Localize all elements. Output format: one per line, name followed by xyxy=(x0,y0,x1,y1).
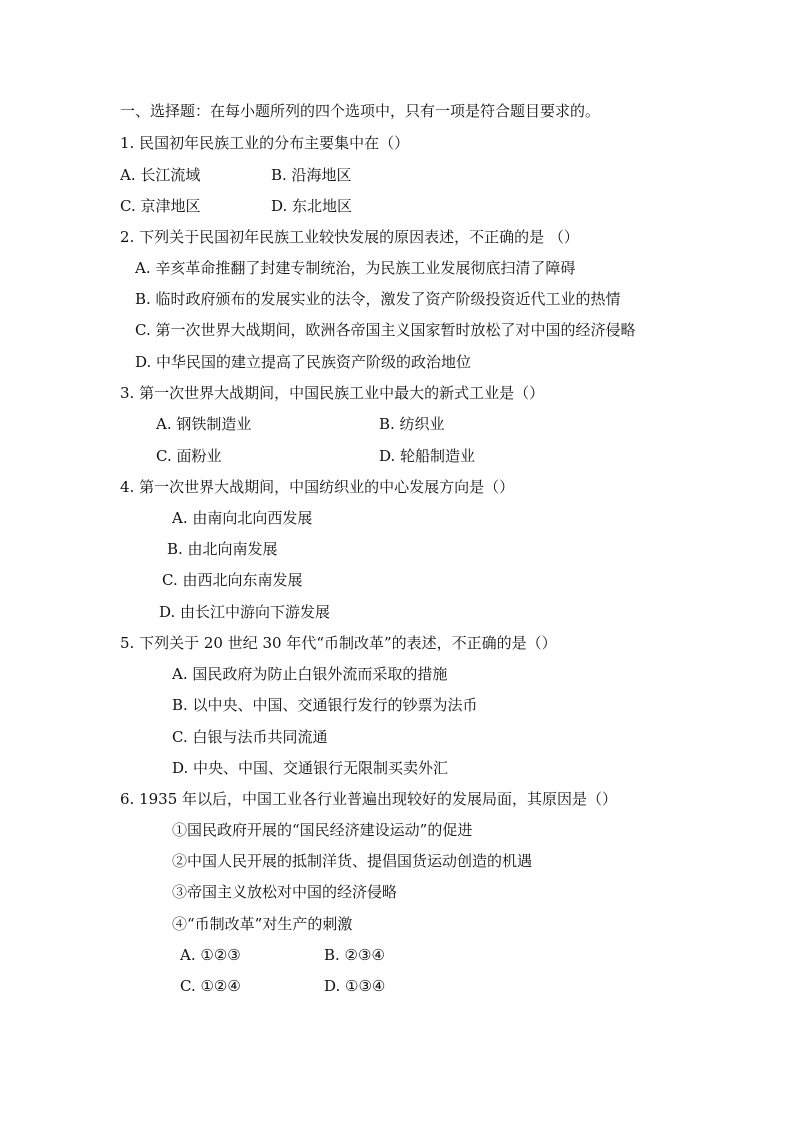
question-6-statement-3: ③帝国主义放松对中国的经济侵略 xyxy=(172,883,398,901)
question-6-option-d: D. ①③④ xyxy=(324,977,386,995)
question-1-option-b: B. 沿海地区 xyxy=(271,166,352,184)
question-6-stem: 6. 1935 年以后，中国工业各行业普遍出现较好的发展局面，其原因是（） xyxy=(120,790,618,808)
question-1-option-a: A. 长江流域 xyxy=(120,166,201,184)
question-1-option-d: D. 东北地区 xyxy=(271,197,353,215)
question-4-option-c: C. 由西北向东南发展 xyxy=(162,571,303,589)
question-6-option-b: B. ②③④ xyxy=(324,946,385,964)
section-heading: 一、选择题：在每小题所列的四个选项中，只有一项是符合题目要求的。 xyxy=(120,102,601,120)
question-2-option-b: B. 临时政府颁布的发展实业的法令，激发了资产阶级投资近代工业的热情 xyxy=(135,290,621,308)
question-3-option-c: C. 面粉业 xyxy=(156,447,222,465)
question-2-option-a: A. 辛亥革命推翻了封建专制统治，为民族工业发展彻底扫清了障碍 xyxy=(135,259,576,277)
question-2-stem: 2. 下列关于民国初年民族工业较快发展的原因表述，不正确的是 （） xyxy=(120,228,579,246)
question-4-option-b: B. 由北向南发展 xyxy=(167,540,278,558)
question-6-option-c: C. ①②④ xyxy=(180,977,241,995)
question-2-option-c: C. 第一次世界大战期间，欧洲各帝国主义国家暂时放松了对中国的经济侵略 xyxy=(135,321,636,339)
question-5-option-c: C. 白银与法币共同流通 xyxy=(172,728,328,746)
question-1-stem: 1. 民国初年民族工业的分布主要集中在（） xyxy=(120,134,410,152)
question-5-option-b: B. 以中央、中国、交通银行发行的钞票为法币 xyxy=(172,696,478,714)
question-3-option-d: D. 轮船制造业 xyxy=(379,447,476,465)
question-6-option-a: A. ①②③ xyxy=(180,946,241,964)
question-3-stem: 3. 第一次世界大战期间，中国民族工业中最大的新式工业是（） xyxy=(120,384,545,402)
question-4-option-d: D. 由长江中游向下游发展 xyxy=(159,603,331,621)
question-6-statement-4: ④“币制改革”对生产的刺激 xyxy=(172,915,353,933)
question-1-option-c: C. 京津地区 xyxy=(120,197,201,215)
question-3-option-b: B. 纺织业 xyxy=(379,415,445,433)
question-4-stem: 4. 第一次世界大战期间，中国纺织业的中心发展方向是（） xyxy=(120,478,515,496)
question-6-statement-1: ①国民政府开展的“国民经济建设运动”的促进 xyxy=(172,821,473,839)
question-6-statement-2: ②中国人民开展的抵制洋货、提倡国货运动创造的机遇 xyxy=(172,852,533,870)
question-5-option-a: A. 国民政府为防止白银外流而采取的措施 xyxy=(172,665,448,683)
question-4-option-a: A. 由南向北向西发展 xyxy=(172,509,313,527)
question-3-option-a: A. 钢铁制造业 xyxy=(156,415,252,433)
question-2-option-d: D. 中华民国的建立提高了民族资产阶级的政治地位 xyxy=(135,353,472,371)
question-5-option-d: D. 中央、中国、交通银行无限制买卖外汇 xyxy=(172,759,449,777)
question-5-stem: 5. 下列关于 20 世纪 30 年代“币制改革”的表述，不正确的是（） xyxy=(120,634,557,652)
